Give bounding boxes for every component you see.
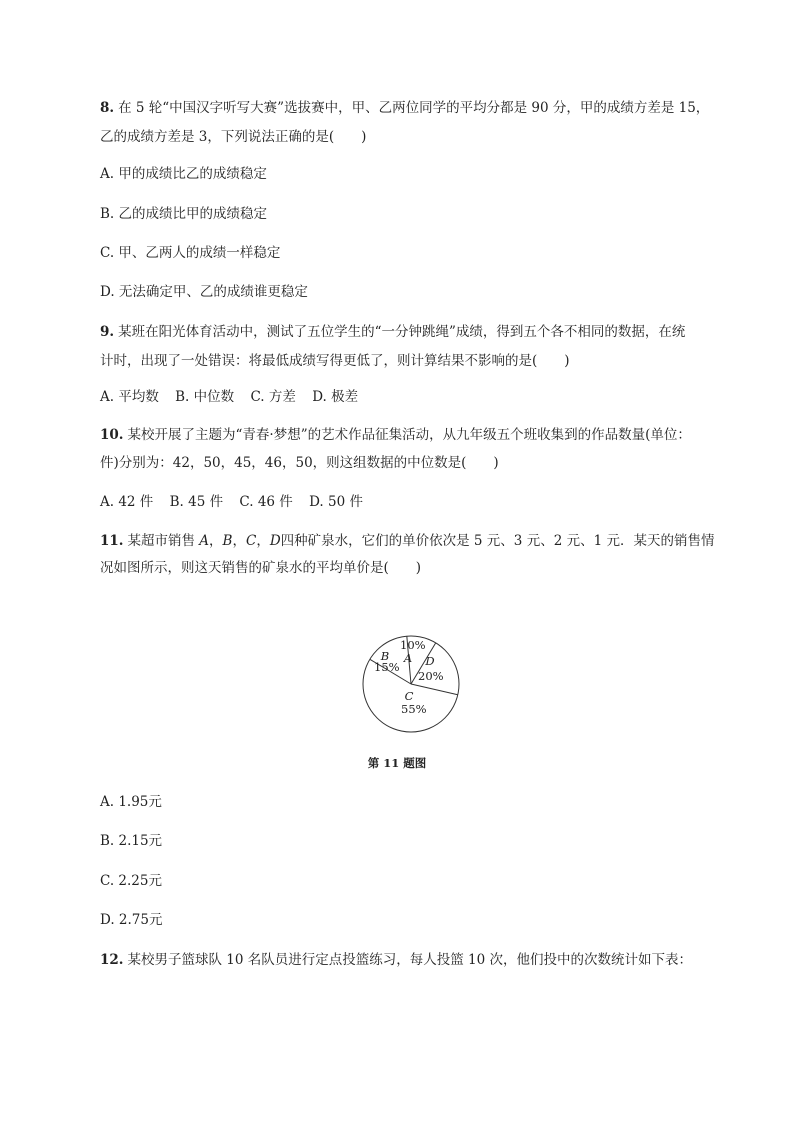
- pie-value-d: 20%: [418, 669, 444, 683]
- q11-number: 11.: [100, 533, 124, 549]
- q9-stem-line-1: [100, 322, 685, 342]
- q9-option-b: B. 中位数: [175, 389, 235, 405]
- q9-stem-text-1: 某班在阳光体育活动中，测试了五位学生的“一分钟跳绳”成绩，得到五个各不相同的数据，在统: [118, 324, 686, 340]
- q12-number: 12.: [100, 952, 124, 968]
- q10-option-b: B. 45 件: [169, 494, 224, 510]
- q8-option-b: B. 乙的成绩比甲的成绩稳定: [100, 206, 268, 222]
- q10-option-a: A. 42 件: [100, 494, 154, 510]
- q8-option-a: A. 甲的成绩比乙的成绩稳定: [100, 166, 267, 182]
- q8-stem-text-1: 在 5 轮“中国汉字听写大赛”选拔赛中，甲、乙两位同学的平均分都是 90 分，甲的成绩方差是 15，: [118, 100, 710, 116]
- pie-label-b: B: [380, 649, 390, 663]
- q11-var-c: C: [245, 533, 257, 549]
- q9-option-d: D. 极差: [312, 389, 359, 405]
- q9-number: 9.: [100, 324, 115, 340]
- q9-option-c: C. 方差: [250, 389, 296, 405]
- q10-option-d: D. 50 件: [309, 494, 363, 510]
- q8-option-c: C. 甲、乙两人的成绩一样稳定: [100, 245, 281, 261]
- q11-var-a: A: [199, 533, 210, 549]
- q11-figure-caption: 第 11 题图: [367, 756, 427, 770]
- q11-option-b: B. 2.15元: [100, 833, 163, 849]
- pie-value-c: 55%: [401, 702, 427, 716]
- q8-number: 8.: [100, 100, 115, 116]
- q11-stem-line-2: 况如图所示，则这天销售的矿泉水的平均单价是( ): [100, 560, 422, 576]
- q12-stem-line-1: [100, 950, 692, 970]
- pie-value-a: 10%: [400, 638, 426, 652]
- q11-stem-tail: 四种矿泉水，它们的单价依次是 5 元、3 元、2 元、1 元．某天的销售情: [280, 533, 715, 549]
- q10-stem-text-1: 某校开展了主题为“青春·梦想”的艺术作品征集活动，从九年级五个班收集到的作品数量(单位：: [127, 427, 691, 443]
- q10-option-c: C. 46 件: [239, 494, 293, 510]
- q11-option-c: C. 2.25元: [100, 873, 162, 889]
- q10-stem-line-2: 件)分别为：42，50，45，46，50，则这组数据的中位数是( ): [100, 455, 499, 471]
- pie-label-a: A: [403, 651, 413, 665]
- q9-option-a: A. 平均数: [100, 389, 159, 405]
- pie-label-c: C: [404, 689, 414, 703]
- q12-stem-text-1: 某校男子篮球队 10 名队员进行定点投篮练习，每人投篮 10 次，他们投中的次数统计如下表：: [127, 952, 693, 968]
- q11-option-a: A. 1.95元: [100, 794, 162, 810]
- pie-chart: [359, 632, 463, 736]
- q11-var-d: D: [269, 533, 281, 549]
- q10-number: 10.: [100, 427, 124, 443]
- q11-var-b: B: [222, 533, 233, 549]
- q11-stem-line-1: 11. 某超市销售 A，B，C，D四种矿泉水，它们的单价依次是 5 元、3 元、2 元、1 元．某天的销售情: [100, 533, 715, 549]
- q8-stem-line-1: [100, 98, 709, 118]
- q11-stem-text-1: 某超市销售: [127, 533, 195, 549]
- q11-option-d: D. 2.75元: [100, 912, 163, 928]
- q10-stem-line-1: [100, 425, 691, 445]
- pie-value-b: 15%: [374, 660, 400, 674]
- q8-stem-line-2: 乙的成绩方差是 3，下列说法正确的是( ): [100, 129, 367, 145]
- q8-option-d: D. 无法确定甲、乙的成绩谁更稳定: [100, 284, 308, 300]
- q9-options: [100, 387, 370, 407]
- q9-stem-line-2: 计时，出现了一处错误：将最低成绩写得更低了，则计算结果不影响的是( ): [100, 353, 570, 369]
- q10-options: [100, 492, 375, 512]
- pie-label-d: D: [425, 654, 435, 668]
